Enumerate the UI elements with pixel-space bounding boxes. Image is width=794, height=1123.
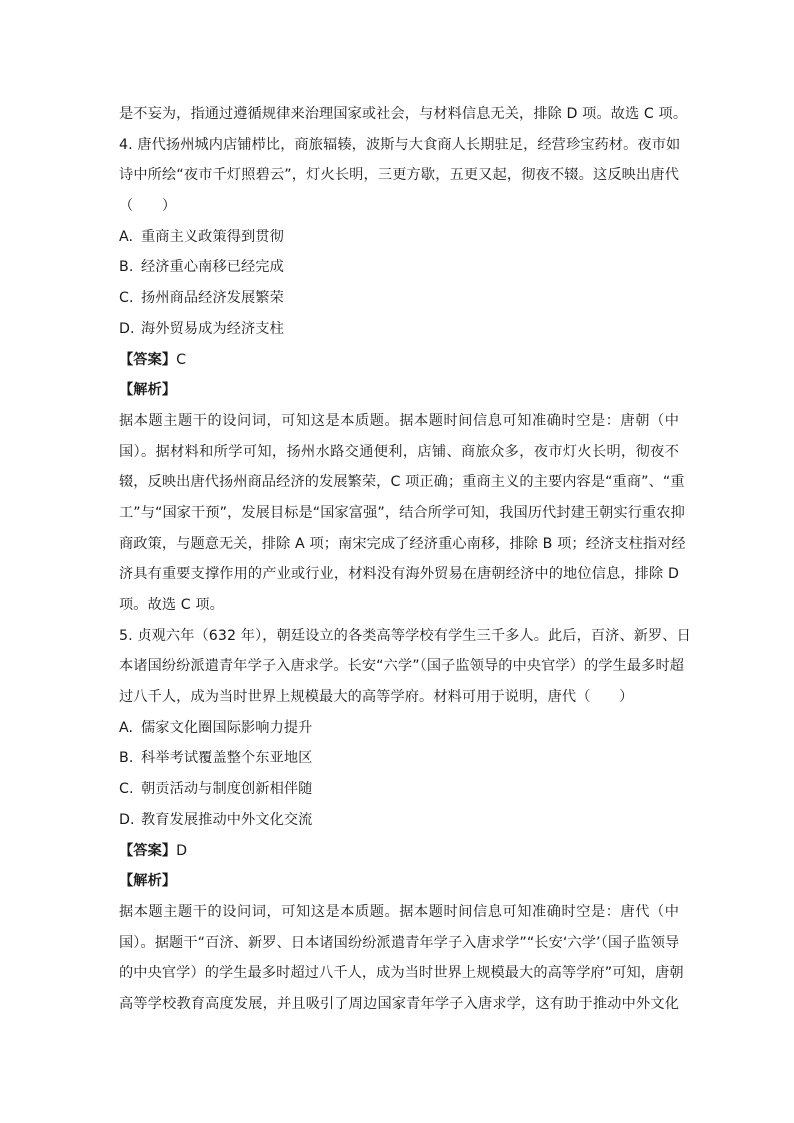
q4-option-a (119, 222, 679, 253)
q4-analysis-line: 据本题主题干的设问词，可知这是本质题。据本题时间信息可知准确时空是：唐朝（中 (119, 412, 679, 429)
q4-stem-line: 诗中所绘“夜市千灯照碧云”，灯火长明，三更方歇，五更又起，彻夜不辍。这反映出唐代 (119, 167, 679, 184)
q5-answer (119, 836, 679, 867)
option-letter: A. (119, 228, 134, 245)
q5-stem-line: 过八千人，成为当时世界上规模最大的高等学府。材料可用于说明，唐代（ ） (119, 689, 634, 706)
q5-stem-line: 5. 贞观六年（632 年），朝廷设立的各类高等学校有学生三千多人。此后，百济、新罗、日 (119, 627, 691, 644)
option-text: 经济重心南移已经完成 (141, 259, 284, 276)
q4-answer (119, 345, 679, 376)
q4-analysis-line: 工”与“国家干预”，发展目标是“国家富强”，结合所学可知，我国历代封建王朝实行重农抑 (119, 504, 685, 521)
option-text: 教育发展推动中外文化交流 (141, 811, 313, 828)
answer-label: 【答案】 (119, 351, 177, 368)
q4-analysis-line: 济具有重要支撑作用的产业或行业，材料没有海外贸易在唐朝经济中的地位信息，排除 D (119, 566, 679, 583)
answer-value: C (176, 351, 187, 368)
answer-value: D (176, 842, 188, 859)
option-text: 海外贸易成为经济支柱 (141, 320, 284, 337)
q4-option-b (119, 252, 679, 283)
document-body (119, 99, 691, 1020)
q4-analysis-line: 国）。据材料和所学可知，扬州水路交通便利，店铺、商旅众多，夜市灯火长明，彻夜不 (119, 443, 679, 460)
option-letter: C. (119, 290, 134, 307)
q4-option-d (119, 314, 679, 345)
option-text: 扬州商品经济发展繁荣 (141, 290, 284, 307)
question-5 (119, 621, 691, 1020)
q5-analysis-line: 的中央官学）的学生最多时超过八千人，成为当时世界上规模最大的高等学府”可知，唐朝 (119, 965, 684, 982)
q5-option-a (119, 713, 679, 744)
option-text: 重商主义政策得到贯彻 (141, 228, 284, 245)
q5-stem-line: 本诸国纷纷派遣青年学子入唐求学。长安“六学”（国子监领导的中央官学）的学生最多时超 (119, 658, 685, 675)
q5-option-c (119, 774, 679, 805)
q4-option-c (119, 283, 679, 314)
answer-label: 【答案】 (119, 842, 177, 859)
q4-analysis-line: 项。故选 C 项。 (119, 597, 224, 613)
option-letter: B. (119, 750, 134, 767)
q4-stem-line: （ ） (119, 198, 177, 215)
q5-option-d (119, 805, 679, 836)
q5-analysis-line: 国）。据题干“百济、新罗、日本诸国纷纷派遣青年学子入唐求学”“长安‘六学’（国子监领导 (119, 934, 680, 951)
q4-analysis-label: 【解析】 (119, 382, 177, 399)
q4-stem-line: 4. 唐代扬州城内店铺栉比，商旅辐辏，波斯与大食商人长期驻足，经营珍宝药材。夜市如 (119, 136, 681, 153)
q5-analysis-label: 【解析】 (119, 873, 177, 890)
q5-analysis-line: 据本题主题干的设问词，可知这是本质题。据本题时间信息可知准确时空是：唐代（中 (119, 903, 679, 920)
option-letter: B. (119, 259, 134, 276)
q4-analysis-line: 辍，反映出唐代扬州商品经济的发展繁荣，C 项正确；重商主义的主要内容是“重商”、“重 (119, 474, 685, 491)
q5-analysis-line: 高等学校教育高度发展，并且吸引了周边国家青年学子入唐求学，这有助于推动中外文化 (119, 995, 679, 1012)
q4-analysis-line: 商政策，与题意无关，排除 A 项；南宋完成了经济重心南移，排除 B 项；经济支柱指对经 (119, 535, 686, 552)
continuation-line: 是不妄为，指通过遵循规律来治理国家或社会，与材料信息无关，排除 D 项。故选 C 项。 (119, 106, 688, 122)
option-text: 朝贡活动与制度创新相伴随 (141, 781, 313, 798)
option-text: 儒家文化圈国际影响力提升 (141, 719, 313, 736)
option-letter: D. (119, 811, 135, 828)
option-text: 科举考试覆盖整个东亚地区 (141, 750, 313, 767)
option-letter: A. (119, 719, 134, 736)
option-letter: C. (119, 781, 134, 798)
option-letter: D. (119, 320, 135, 337)
q5-option-b (119, 743, 679, 774)
question-4 (119, 130, 686, 621)
